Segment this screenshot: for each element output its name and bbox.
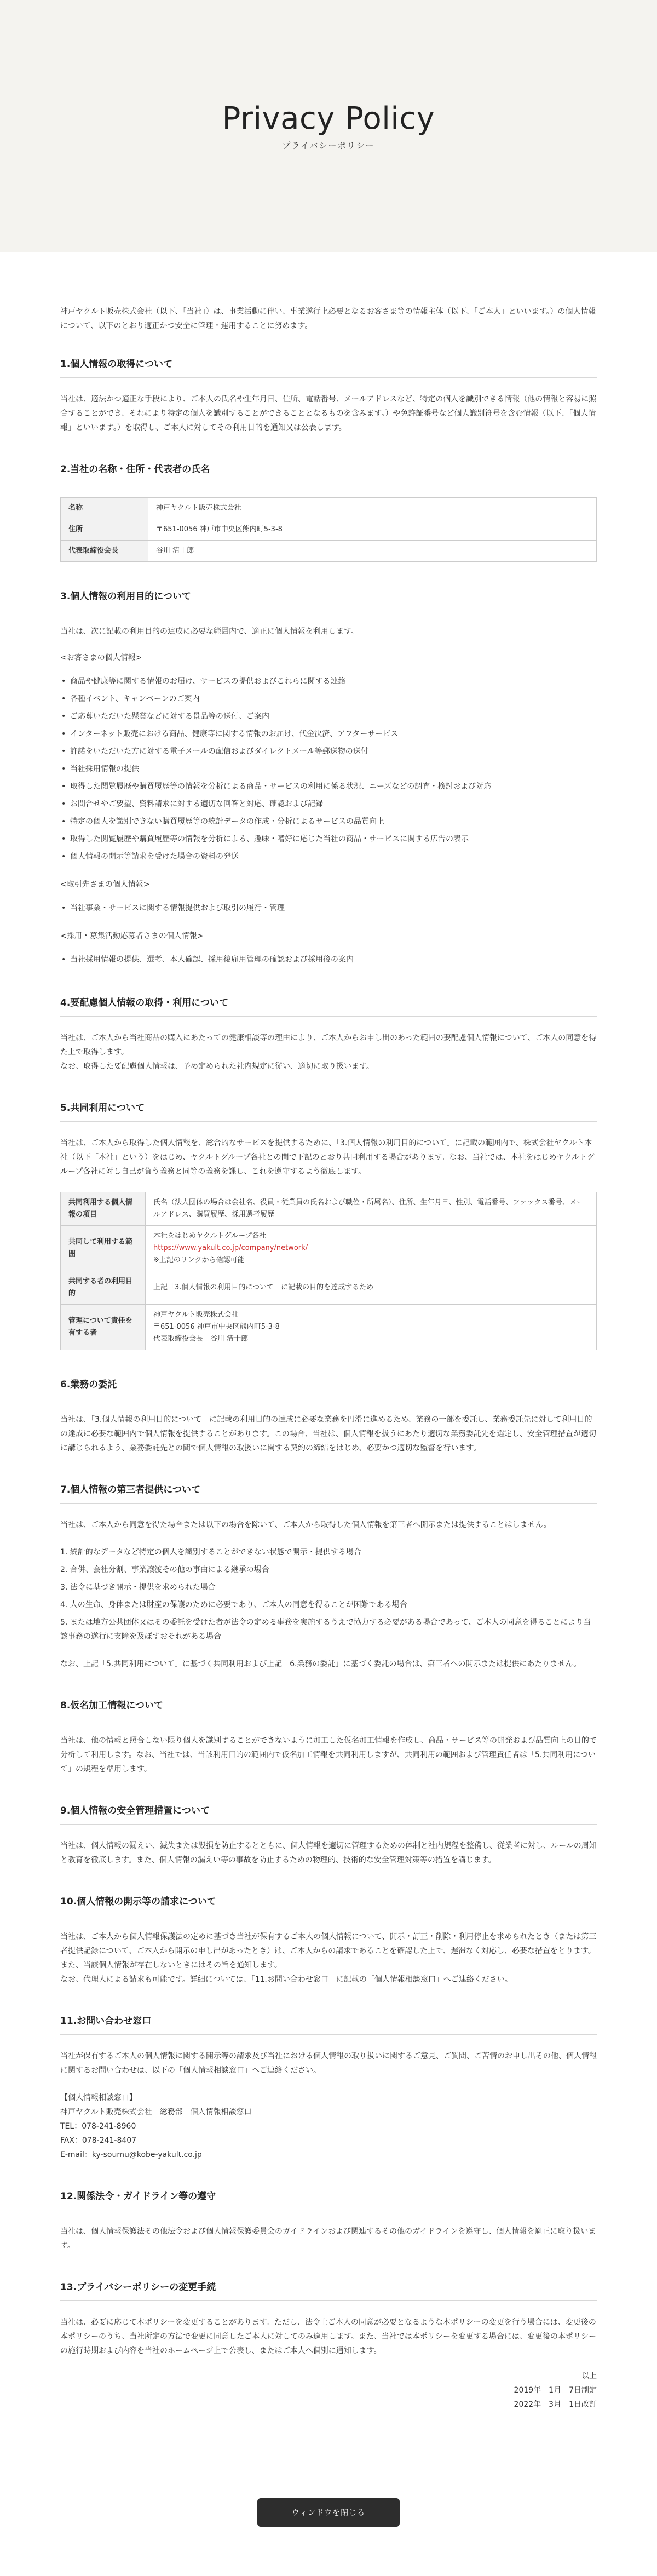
section-body: 当社は、「3.個人情報の利用目的について」に記載の利用目的の達成に必要な業務を円滑に進めるため、業務の一部を委託し、業務委託先に対して利用目的の達成に必要な範囲内で個人情報を提供することがあります。この場合、当社は、個人情報を扱うにあたり適切な業務委託先を選定し、安全管理措置が適切に講じられるよう、業務委託先との間で個人情報の取扱いに関する契約の締結をはじめ、必要かつ適切な監督を行います。: [60, 1415, 596, 1453]
section-title: 10.個人情報の開示等の請求について: [60, 1894, 597, 1915]
section-title: 11.お問い合わせ窓口: [60, 2013, 597, 2035]
section-title: 5.共同利用について: [60, 1100, 597, 1122]
closing-end: 以上: [581, 2372, 597, 2380]
table-label: 共同する者の利用目的: [61, 1271, 146, 1305]
joint-use-scope: 本社をはじめヤクルトグループ各社: [153, 1232, 267, 1240]
section-third-party: [60, 1482, 597, 1671]
manager-address: 〒651-0056 神戸市中央区熊内町5-3-8: [153, 1323, 280, 1331]
table-row: [61, 498, 597, 519]
table-value: 谷川 清十郎: [148, 541, 597, 562]
contact-title: 【個人情報相談窓口】: [60, 2093, 137, 2102]
partner-info-heading: <取引先さまの個人情報>: [60, 880, 150, 889]
section-body: 当社は、必要に応じて本ポリシーを変更することがあります。ただし、法令上ご本人の同意が必要となるような本ポリシーの変更を行う場合には、変更後の本ポリシーのうち、当社所定の方法で変更に同意したご本人に対してのみ適用します。また、当社では本ポリシーを変更する場合には、変更後の本ポリシーの施行時期および内容を当社のホームページ上で公表し、またはご本人へ個別に通知します。: [60, 2318, 596, 2355]
table-row: [61, 1271, 597, 1305]
table-row: [61, 541, 597, 562]
table-value: [146, 1226, 597, 1271]
list-item: 1. 統計的なデータなど特定の個人を識別することができない状態で開示・提供する場合: [60, 1548, 361, 1557]
section-body: 当社は、ご本人から取得した個人情報を、総合的なサービスを提供するために、「3.個人情報の利用目的について」に記載の範囲内で、株式会社ヤクルト本社（以下「本社」という）をはじめ、ヤクルトグループ各社との間で下記のとおり共同利用する場合があります。なお、当社では、本社をはじめヤクルトグループ各社に対し自己が負う義務と同等の義務を課し、これを遵守するよう徹底します。: [60, 1139, 595, 1176]
section-acquisition: [60, 356, 597, 435]
section-body: 当社は、個人情報の漏えい、滅失または毀損を防止するとともに、個人情報を適切に管理するための体制と社内規程を整備し、従業者に対し、ルールの周知と教育を徹底します。また、個人情報の漏えい等の事故を防止するための物理的、技術的な安全管理対策等の措置を講じます。: [60, 1841, 597, 1864]
page-footer: [0, 2438, 657, 2576]
manager-company: 神戸ヤクルト販売株式会社: [153, 1311, 239, 1319]
table-label: 名称: [61, 498, 148, 519]
section-body: なお、取得した要配慮個人情報は、予め定められた社内規定に従い、適切に取り扱います。: [60, 1062, 374, 1071]
close-window-button[interactable]: ウィンドウを閉じる: [257, 2498, 400, 2527]
list-item: • 取得した閲覧履歴や購買履歴等の情報を分析による、趣味・嗜好に応じた当社の商品・サービスに関する広告の表示: [60, 830, 597, 848]
established-date: 2019年 1月 7日制定: [514, 2386, 597, 2395]
section-compliance: [60, 2188, 597, 2253]
section-security: [60, 1803, 597, 1867]
joint-use-table: [60, 1192, 597, 1350]
section-policy-change: [60, 2279, 597, 2412]
applicant-purpose-list: [60, 951, 597, 968]
list-item: • ご応募いただいた懸賞などに対する景品等の送付、ご案内: [60, 708, 597, 725]
section-body: 当社は、ご本人から同意を得た場合または以下の場合を除いて、ご本人から取得した個人情報を第三者へ開示または提供することはしません。: [60, 1521, 551, 1529]
list-item: • 特定の個人を識別できない購買履歴等の統計データの作成・分析によるサービスの品質向上: [60, 813, 597, 830]
customer-purpose-list: [60, 673, 597, 865]
section-disclosure-request: [60, 1894, 597, 1987]
section-title: 9.個人情報の安全管理措置について: [60, 1803, 597, 1825]
section-company-info: [60, 461, 597, 562]
section-title: 6.業務の委託: [60, 1376, 597, 1398]
list-item: • インターネット販売における商品、健康等に関する情報のお届け、代金決済、アフターサービス: [60, 725, 597, 743]
list-item: • 取得した閲覧履歴や購買履歴等の情報を分析による商品・サービスの利用に係る状況、ニーズなどの調査・検討および対応: [60, 778, 597, 795]
list-item: • 当社事業・サービスに関する情報提供および取引の履行・管理: [60, 899, 597, 917]
list-item: 2. 合併、会社分割、事業譲渡その他の事由による継承の場合: [60, 1565, 269, 1574]
table-value: 上記「3.個人情報の利用目的について」に記載の目的を達成するため: [146, 1271, 597, 1305]
list-item: • 各種イベント、キャンペーンのご案内: [60, 690, 597, 708]
table-label: 代表取締役会長: [61, 541, 148, 562]
page-subtitle: プライバシーポリシー: [282, 141, 375, 151]
section-title: 1.個人情報の取得について: [60, 356, 597, 378]
contact-fax: FAX：078-241-8407: [60, 2136, 137, 2145]
policy-content: [60, 252, 597, 2412]
intro-text: 神戸ヤクルト販売株式会社（以下、「当社」）は、事業活動に伴い、事業遂行上必要となるお客さま等の情報主体（以下、「ご本人」といいます。）の個人情報について、以下のとおり適正かつ安全に管理・運用することに努めます。: [60, 307, 596, 330]
page-hero: [0, 0, 657, 252]
table-row: [61, 519, 597, 541]
section-note: なお、上記「5.共同利用について」に基づく共同利用および上記「6.業務の委託」に基づく委託の場合は、第三者への開示または提供にあたりません。: [60, 1660, 581, 1668]
section-body: 当社は、ご本人から個人情報保護法の定めに基づき当社が保有するご本人の個人情報について、開示・訂正・削除・利用停止を求められたとき（または第三者提供記録について、ご本人から開示の申し出があったとき）は、ご本人からの請求であることを確認した上で、遅滞なく対応し、必要な措置をとります。また、当該個人情報が存在しないときにはその旨を通知します。: [60, 1932, 597, 1970]
revised-date: 2022年 3月 1日改訂: [514, 2400, 597, 2409]
contact-tel: TEL：078-241-8960: [60, 2122, 136, 2131]
section-title: 4.要配慮個人情報の取得・利用について: [60, 995, 597, 1017]
list-item: • 許諾をいただいた方に対する電子メールの配信およびダイレクトメール等郵送物の送付: [60, 743, 597, 760]
table-label: 共同利用する個人情報の項目: [61, 1192, 146, 1226]
list-item: • 当社採用情報の提供、選考、本人確認、採用後雇用管理の確認および採用後の案内: [60, 951, 597, 968]
section-purpose: [60, 588, 597, 968]
table-label: 住所: [61, 519, 148, 541]
section-title: 2.当社の名称・住所・代表者の氏名: [60, 461, 597, 483]
table-value: [146, 1305, 597, 1350]
section-contact: [60, 2013, 597, 2162]
group-network-link[interactable]: https://www.yakult.co.jp/company/network/: [153, 1244, 308, 1252]
applicant-info-heading: <採用・募集活動応募者さまの個人情報>: [60, 932, 204, 940]
table-label: 管理について責任を有する者: [61, 1305, 146, 1350]
section-title: 13.プライバシーポリシーの変更手続: [60, 2279, 597, 2301]
section-sensitive-info: [60, 995, 597, 1074]
contact-email: E-mail：ky-soumu@kobe-yakult.co.jp: [60, 2150, 202, 2159]
section-body: 当社は、適法かつ適正な手段により、ご本人の氏名や生年月日、住所、電話番号、メールアドレスなど、特定の個人を識別できる情報（他の情報と容易に照合することができ、それにより特定の個人を識別することができることとなるものを含みます。）や免許証番号など個人識別符号を含む情報（以下、「個人情報」といいます。）を取得し、ご本人に対してその利用目的を通知又は公表します。: [60, 395, 597, 432]
table-row: [61, 1192, 597, 1226]
section-pseudonymized: [60, 1697, 597, 1776]
table-value: 〒651-0056 神戸市中央区熊内町5-3-8: [148, 519, 597, 541]
table-value: 氏名（法人団体の場合は会社名、役員・従業員の氏名および職位・所属名）、住所、生年月日、性別、電話番号、ファックス番号、メールアドレス、購買履歴、採用選考履歴: [146, 1192, 597, 1226]
table-row: [61, 1305, 597, 1350]
section-body: 当社は、ご本人から当社商品の購入にあたっての健康相談等の理由により、ご本人からお申し出のあった範囲の要配慮個人情報について、ご本人の同意を得た上で取得します。: [60, 1034, 597, 1057]
section-title: 8.仮名加工情報について: [60, 1697, 597, 1719]
contact-block: [60, 2091, 597, 2162]
table-value: 神戸ヤクルト販売株式会社: [148, 498, 597, 519]
closing-block: [60, 2369, 597, 2412]
list-item: • 商品や健康等に関する情報のお届け、サービスの提供およびこれらに関する連絡: [60, 673, 597, 690]
section-body: 当社が保有するご本人の個人情報に関する開示等の請求及び当社における個人情報の取り扱いに関するご意見、ご質問、ご苦情のお申し出その他、個人情報に関するお問い合わせは、以下の「個人情報相談窓口」へご連絡ください。: [60, 2052, 597, 2075]
exception-list: [60, 1545, 597, 1644]
section-joint-use: [60, 1100, 597, 1350]
list-item: 3. 法令に基づき開示・提供を求められた場合: [60, 1583, 216, 1592]
page-title: Privacy Policy: [222, 101, 435, 136]
section-body: 当社は、他の情報と照合しない限り個人を識別することができないように加工した仮名加工情報を作成し、商品・サービス等の開発および品質向上の目的で分析して利用します。なお、当社では、当該利用目的の範囲内で仮名加工情報を共同利用しますが、共同利用の範囲および管理責任者は「5.共同利用について」の規程を準用します。: [60, 1736, 597, 1774]
list-item: 4. 人の生命、身体または財産の保護のために必要であり、ご本人の同意を得ることが困難である場合: [60, 1600, 407, 1609]
manager-representative: 代表取締役会長 谷川 清十郎: [153, 1335, 249, 1343]
section-title: 12.関係法令・ガイドライン等の遵守: [60, 2188, 597, 2210]
list-item: • お問合せやご要望、資料請求に対する適切な回答と対応、確認および記録: [60, 795, 597, 813]
list-item: • 個人情報の開示等請求を受けた場合の資料の発送: [60, 848, 597, 865]
table-label: 共同して利用する範囲: [61, 1226, 146, 1271]
link-note: ※上記のリンクから確認可能: [153, 1256, 245, 1264]
customer-info-heading: <お客さまの個人情報>: [60, 653, 142, 662]
list-item: 5. または地方公共団体又はその委託を受けた者が法令の定める事務を実施するうえで協力する必要がある場合であって、ご本人の同意を得ることにより当該事務の遂行に支障を及ぼすおそれがある場合: [60, 1618, 591, 1641]
contact-dept: 神戸ヤクルト販売株式会社 総務部 個人情報相談窓口: [60, 2108, 252, 2116]
table-row: [61, 1226, 597, 1271]
section-outsourcing: [60, 1376, 597, 1455]
section-title: 3.個人情報の利用目的について: [60, 588, 597, 610]
section-body: 当社は、個人情報保護法その他法令および個人情報保護委員会のガイドラインおよび関連するその他のガイドラインを遵守し、個人情報を適正に取り扱います。: [60, 2227, 596, 2250]
section-title: 7.個人情報の第三者提供について: [60, 1482, 597, 1504]
partner-purpose-list: [60, 899, 597, 917]
section-body: 当社は、次に記載の利用目的の達成に必要な範囲内で、適正に個人情報を利用します。: [60, 627, 359, 636]
section-body: なお、代理人による請求も可能です。詳細については、「11.お問い合わせ窓口」に記載の「個人情報相談窓口」へご連絡ください。: [60, 1975, 512, 1984]
list-item: • 当社採用情報の提供: [60, 760, 597, 778]
company-info-table: [60, 497, 597, 562]
